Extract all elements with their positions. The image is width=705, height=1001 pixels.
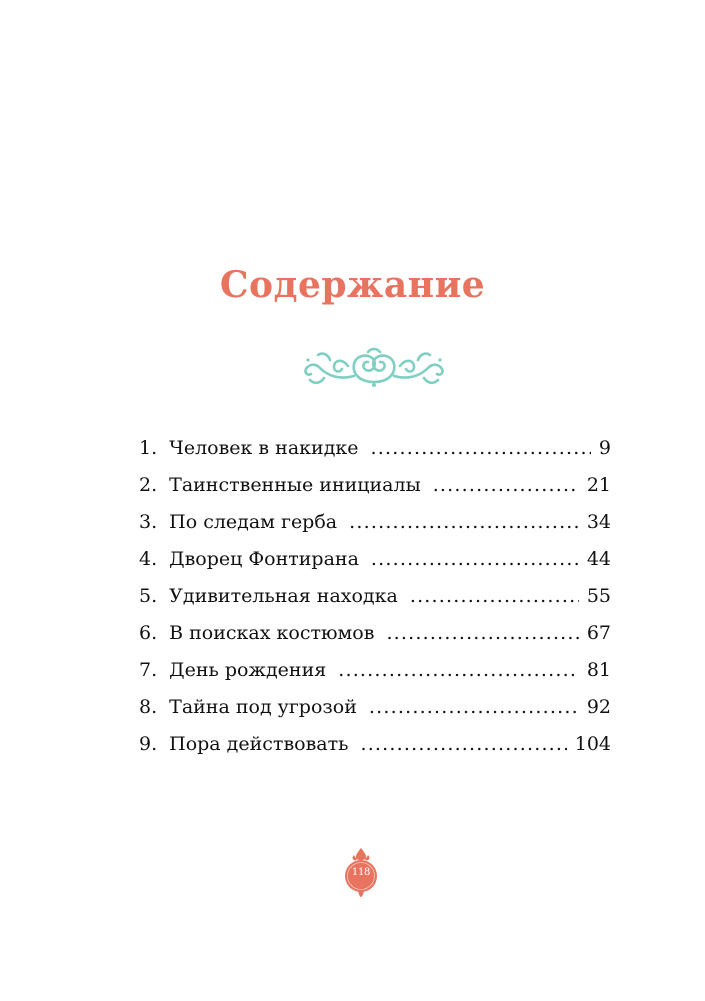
toc-entry-number: 9. bbox=[139, 733, 158, 755]
toc-entry-2[interactable] bbox=[139, 467, 611, 504]
toc-entry-title: В поисках костюмов bbox=[169, 622, 375, 644]
toc-entry-title: Таинственные инициалы bbox=[169, 474, 421, 496]
toc-entry-7[interactable] bbox=[139, 652, 611, 689]
toc-entry-page: 44 bbox=[586, 548, 611, 570]
toc-entry-title: Дворец Фонтирана bbox=[169, 548, 359, 570]
toc-entry-9[interactable] bbox=[139, 726, 611, 763]
toc-dot-leader bbox=[386, 615, 578, 652]
toc-entry-number: 5. bbox=[139, 585, 158, 607]
toc-entry-number: 7. bbox=[139, 659, 158, 681]
toc-entry-3[interactable] bbox=[139, 504, 611, 541]
toc-entry-title: По следам герба bbox=[169, 511, 338, 533]
page-title: Содержание bbox=[219, 264, 486, 306]
toc-dot-leader bbox=[371, 430, 591, 467]
toc-entry-title: Пора действовать bbox=[169, 733, 349, 755]
toc-entry-number: 4. bbox=[139, 548, 158, 570]
toc-entry-5[interactable] bbox=[139, 578, 611, 615]
toc-dot-leader bbox=[371, 541, 579, 578]
toc-entry-page: 21 bbox=[586, 474, 611, 496]
page-number: 118 bbox=[351, 867, 371, 878]
toc-entry-title: Тайна под угрозой bbox=[169, 696, 357, 718]
toc-entry-page: 92 bbox=[586, 696, 611, 718]
toc-dot-leader bbox=[410, 578, 579, 615]
toc-entry-number: 3. bbox=[139, 511, 158, 533]
toc-dot-leader bbox=[433, 467, 579, 504]
toc-entry-number: 6. bbox=[139, 622, 158, 644]
toc-entry-title: Удивительная находка bbox=[169, 585, 398, 607]
toc-entry-8[interactable] bbox=[139, 689, 611, 726]
toc-entry-title: Человек в накидке bbox=[169, 437, 359, 459]
toc-entry-page: 81 bbox=[586, 659, 611, 681]
toc-entry-title: День рождения bbox=[169, 659, 327, 681]
toc-entry-6[interactable] bbox=[139, 615, 611, 652]
toc-entry-number: 8. bbox=[139, 696, 158, 718]
toc-entry-number: 2. bbox=[139, 474, 158, 496]
toc-entry-number: 1. bbox=[139, 437, 158, 459]
toc-entry-page: 67 bbox=[586, 622, 611, 644]
toc-dot-leader bbox=[360, 726, 566, 763]
toc-entry-page: 9 bbox=[598, 437, 611, 459]
toc-entry-page: 104 bbox=[574, 733, 611, 755]
swirl-ornament-icon bbox=[300, 346, 448, 392]
toc-entry-page: 55 bbox=[586, 585, 611, 607]
toc-entry-4[interactable] bbox=[139, 541, 611, 578]
toc-dot-leader bbox=[349, 504, 579, 541]
toc-dot-leader bbox=[338, 652, 579, 689]
toc-entry-page: 34 bbox=[586, 511, 611, 533]
table-of-contents bbox=[139, 430, 611, 763]
toc-entry-1[interactable] bbox=[139, 430, 611, 467]
toc-dot-leader bbox=[369, 689, 579, 726]
